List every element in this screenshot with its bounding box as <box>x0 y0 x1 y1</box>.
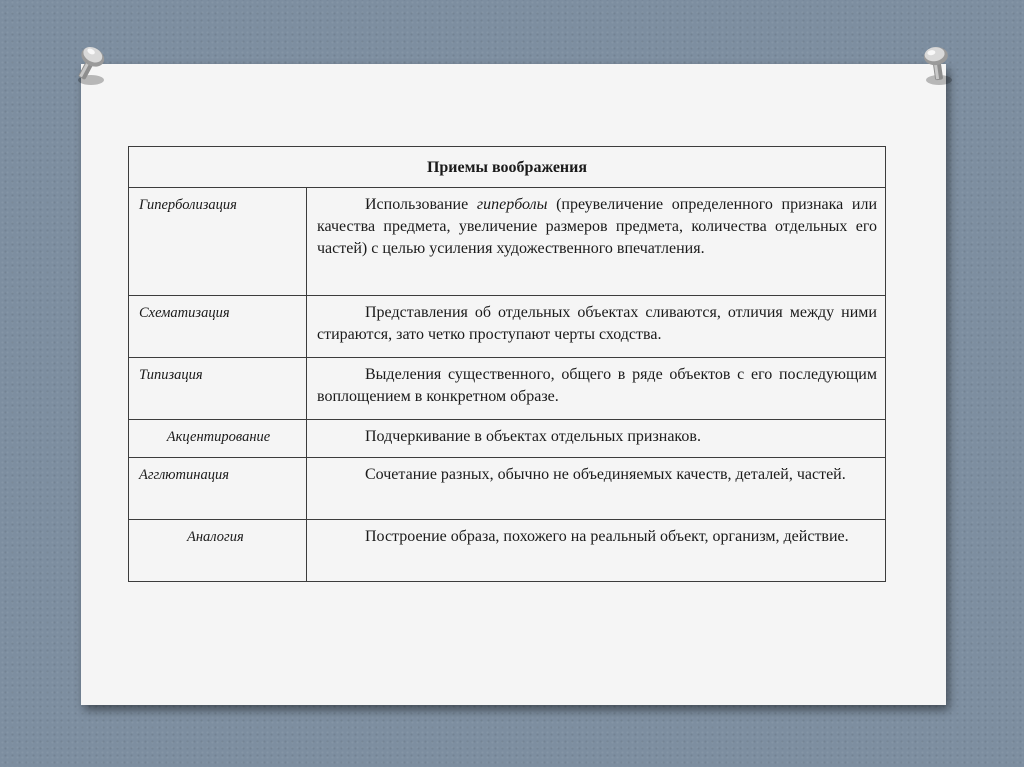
table-row <box>129 188 886 296</box>
table-header-row <box>129 147 886 188</box>
description-text: (преувеличение определенного признака или качества предмета, увеличение размеров предмета, количества отдельных его частей) с целью усиления художественного впечатления. <box>317 196 878 257</box>
description-emphasis: гиперболы <box>476 196 548 213</box>
table-row <box>129 296 886 358</box>
table-row <box>129 420 886 458</box>
description-cell: Представления об отдельных объектах сливаются, отличия между ними стираются, зато четко проступают черты сходства. <box>307 296 886 358</box>
description-cell <box>307 188 886 296</box>
description-cell: Построение образа, похожего на реальный объект, организм, действие. <box>307 520 886 582</box>
table-row <box>129 358 886 420</box>
term-cell: Типизация <box>129 358 307 420</box>
description-cell: Сочетание разных, обычно не объединяемых качеств, деталей, частей. <box>307 458 886 520</box>
description-text: Использование <box>365 196 477 213</box>
table-title: Приемы воображения <box>129 147 886 188</box>
table-row <box>129 520 886 582</box>
description-cell: Подчеркивание в объектах отдельных признаков. <box>307 420 886 458</box>
imagination-techniques-table <box>128 146 886 582</box>
description-cell: Выделения существенного, общего в ряде объектов с его последующим воплощением в конкретном образе. <box>307 358 886 420</box>
table-row <box>129 458 886 520</box>
term-cell: Аналогия <box>129 520 307 582</box>
pushpin-icon <box>66 40 112 88</box>
pushpin-icon <box>914 40 960 88</box>
term-cell: Агглютинация <box>129 458 307 520</box>
term-cell: Акцентирование <box>129 420 307 458</box>
term-cell: Гиперболизация <box>129 188 307 296</box>
term-cell: Схематизация <box>129 296 307 358</box>
